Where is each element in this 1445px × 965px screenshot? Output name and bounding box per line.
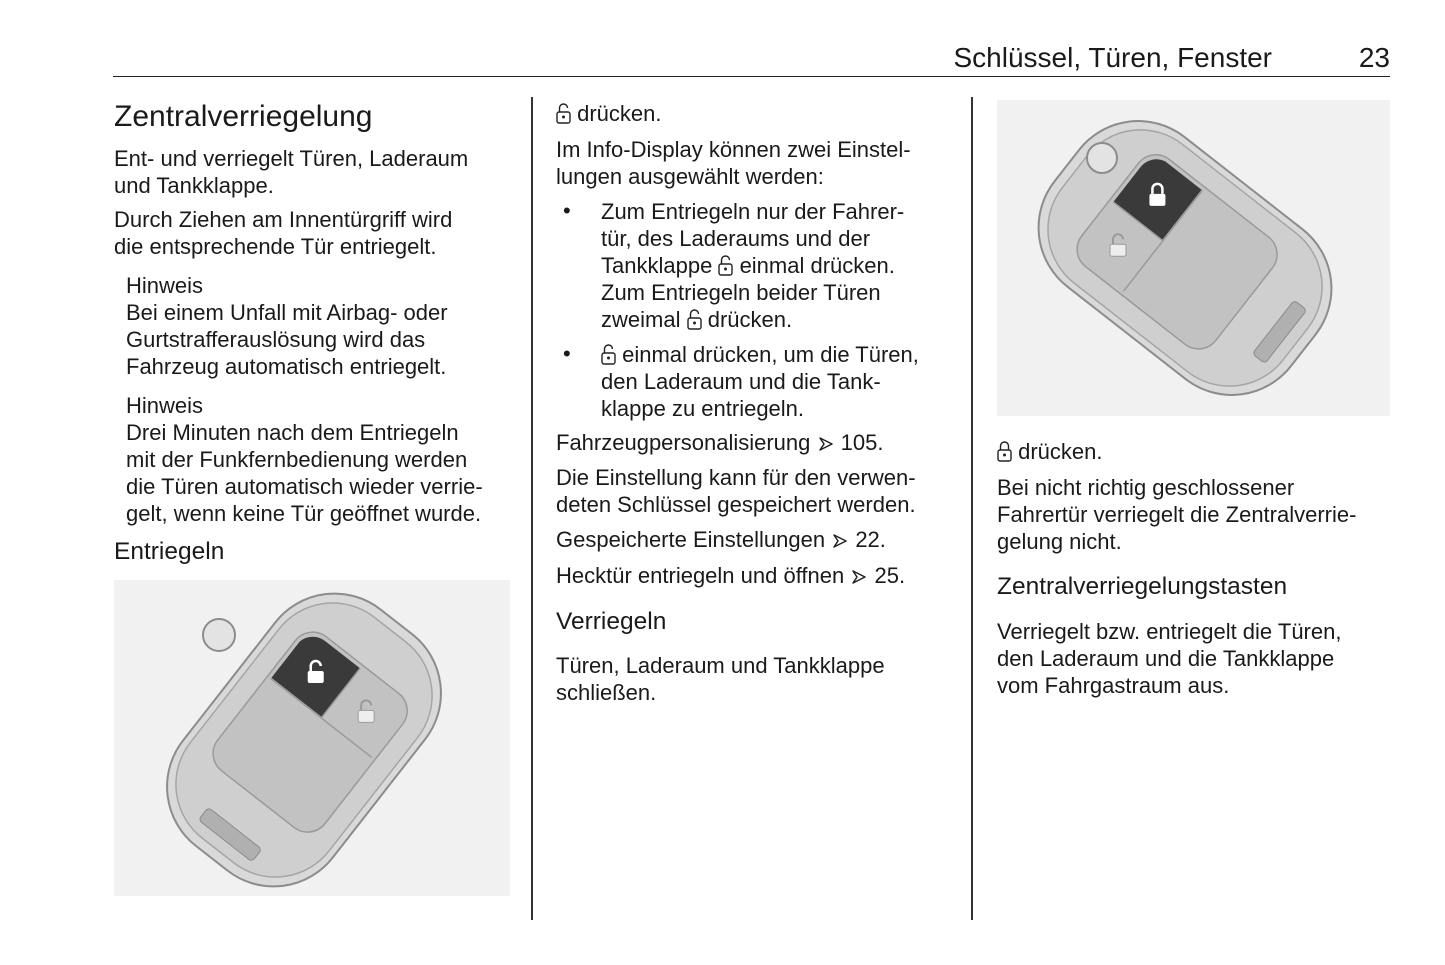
paragraph-line: schließen.	[556, 680, 657, 705]
page-number: 23	[1358, 42, 1390, 73]
cross-reference[interactable]	[556, 562, 905, 589]
bullet-line	[601, 252, 895, 279]
paragraph-line: und Tankklappe.	[114, 173, 274, 198]
bullet-line: den Laderaum und die Tank-	[601, 369, 881, 394]
column-divider	[531, 97, 533, 920]
bullet-line	[601, 306, 792, 333]
note-title: Hinweis	[126, 393, 204, 418]
text-span: Gespeicherte Einstellungen	[556, 527, 826, 552]
paragraph-line: Im Info-Display können zwei Einstel-	[556, 137, 911, 162]
note-title: Hinweis	[126, 273, 204, 298]
paragraph-line: Bei nicht richtig geschlossener	[997, 475, 1295, 500]
cross-reference[interactable]	[556, 526, 886, 553]
paragraph-line: den Laderaum und die Tankklappe	[997, 646, 1335, 671]
chapter-title: Schlüssel, Türen, Fenster	[953, 42, 1272, 73]
bullet-line: klappe zu entriegeln.	[601, 396, 805, 421]
text-span: Hecktür entriegeln und öffnen	[556, 563, 845, 588]
text-span: zweimal	[601, 307, 681, 332]
bullet-dot: •	[563, 198, 571, 223]
paragraph-line: Verriegelt bzw. entriegelt die Türen,	[997, 619, 1342, 644]
bullet-dot: •	[563, 341, 571, 366]
paragraph-line	[997, 438, 1103, 465]
bullet-line	[601, 341, 919, 368]
paragraph-line: Durch Ziehen am Innentürgriff wird	[114, 207, 453, 232]
lock-icon	[997, 441, 1012, 462]
unlock-icon	[556, 103, 571, 124]
subsection-heading: Verriegeln	[556, 608, 667, 635]
text-span: drücken.	[577, 101, 662, 126]
paragraph-line	[556, 100, 662, 127]
note-line: Fahrzeug automatisch entriegelt.	[126, 354, 447, 379]
paragraph-line: Türen, Laderaum und Tankklappe	[556, 653, 885, 678]
text-span: 22.	[855, 527, 886, 552]
note-line: die Türen automatisch wieder verrie-	[126, 474, 483, 499]
text-span: drücken.	[707, 307, 793, 332]
key-fob-unlock-illustration	[114, 580, 510, 896]
note-line: mit der Funkfernbedienung werden	[126, 447, 468, 472]
page-header	[113, 40, 1390, 77]
text-span: drücken.	[1018, 439, 1103, 464]
paragraph-line: Die Einstellung kann für den verwen-	[556, 465, 916, 490]
key-fob-lock-illustration	[997, 100, 1390, 416]
unlock-icon	[718, 255, 733, 276]
page-reference-arrow-icon	[850, 568, 868, 586]
page-reference-arrow-icon	[831, 532, 849, 550]
note-line: gelt, wenn keine Tür geöffnet wurde.	[126, 501, 482, 526]
paragraph-line: Ent- und verriegelt Türen, Laderaum	[114, 146, 469, 171]
paragraph-line: Fahrertür verriegelt die Zentralverrie-	[997, 502, 1357, 527]
column-divider	[971, 97, 973, 920]
note-line: Gurtstrafferauslösung wird das	[126, 327, 426, 352]
bullet-line: Zum Entriegeln beider Türen	[601, 280, 881, 305]
paragraph-line: vom Fahrgastraum aus.	[997, 673, 1230, 698]
text-span: einmal drücken, um die Türen,	[622, 342, 919, 367]
bullet-line: tür, des Laderaums und der	[601, 226, 871, 251]
note-line: Bei einem Unfall mit Airbag- oder	[126, 300, 448, 325]
subsection-heading: Zentralverriegelungstasten	[997, 573, 1288, 600]
paragraph-line: deten Schlüssel gespeichert werden.	[556, 492, 916, 517]
note-line: Drei Minuten nach dem Entriegeln	[126, 420, 459, 445]
unlock-icon	[687, 309, 702, 330]
text-span: 25.	[874, 563, 906, 588]
paragraph-line: die entsprechende Tür entriegelt.	[114, 234, 437, 259]
text-span: einmal drücken.	[739, 253, 895, 278]
page-reference-arrow-icon	[817, 435, 835, 453]
paragraph-line: gelung nicht.	[997, 529, 1122, 554]
section-heading: Zentralverriegelung	[114, 100, 373, 133]
unlock-icon	[601, 344, 616, 365]
text-span: 105.	[840, 430, 884, 455]
bullet-line: Zum Entriegeln nur der Fahrer-	[601, 199, 905, 224]
text-span: Tankklappe	[601, 253, 713, 278]
paragraph-line: lungen ausgewählt werden:	[556, 164, 824, 189]
subsection-heading: Entriegeln	[114, 538, 225, 565]
text-span: Fahrzeugpersonalisierung	[556, 430, 811, 455]
cross-reference[interactable]	[556, 429, 883, 456]
